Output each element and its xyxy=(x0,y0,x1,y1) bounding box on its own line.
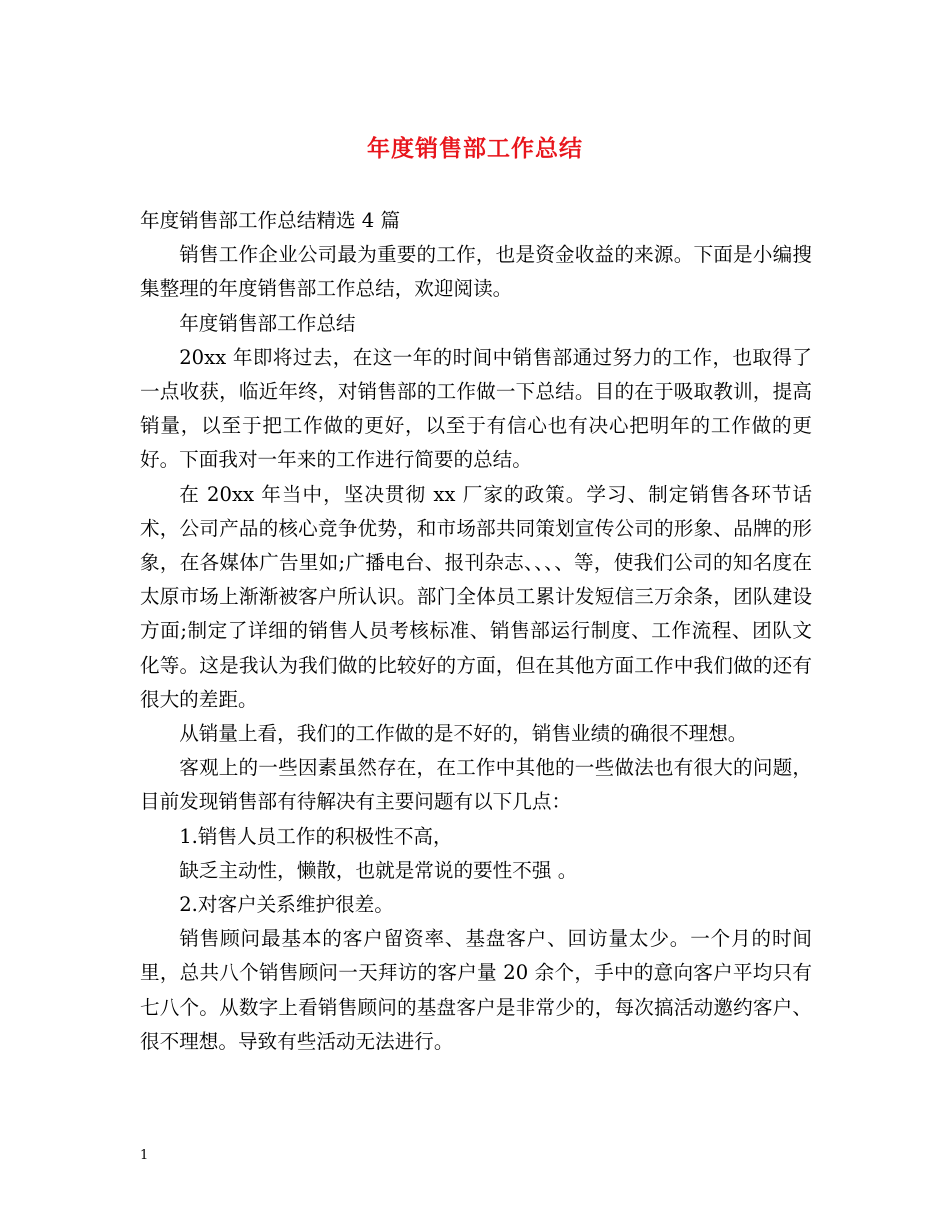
paragraph: 缺乏主动性，懒散，也就是常说的要性不强 。 xyxy=(179,858,578,882)
document-body xyxy=(140,204,812,1059)
paragraph: 从销量上看，我们的工作做的是不好的，销售业绩的确很不理想。 xyxy=(179,722,748,746)
page-number: 1 xyxy=(140,1148,149,1163)
section-heading: 年度销售部工作总结 xyxy=(179,311,356,335)
paragraph: 20xx 年即将过去，在这一年的时间中销售部通过努力的工作，也取得了一点收获，临近年终，对销售部的工作做一下总结。目的在于吸取教训，提高销量，以至于把工作做的更好，以至于有信心也有决心把明年的工作做的更好。下面我对一年来的工作进行简要的总结。 xyxy=(140,345,812,472)
list-item: 1.销售人员工作的积极性不高， xyxy=(179,824,453,848)
paragraph: 客观上的一些因素虽然存在，在工作中其他的一些做法也有很大的问题，目前发现销售部有待解决有主要问题有以下几点： xyxy=(140,756,812,814)
document-title: 年度销售部工作总结 xyxy=(367,135,583,162)
paragraph: 在 20xx 年当中，坚决贯彻 xx 厂家的政策。学习、制定销售各环节话术，公司产品的核心竞争优势，和市场部共同策划宣传公司的形象、品牌的形象，在各媒体广告里如;广播电台、报刊杂志、、、、等，使我们公司的知名度在太原市场上渐渐被客户所认识。部门全体员工累计发短信三万余条，团队建设方面;制定了详细的销售人员考核标准、销售部运行制度、工作流程、团队文化等。这是我认为我们做的比较好的方面，但在其他方面工作中我们做的还有很大的差距。 xyxy=(140,482,812,711)
list-item: 2.对客户关系维护很差。 xyxy=(179,893,394,917)
document-subtitle: 年度销售部工作总结精选 4 篇 xyxy=(140,209,401,232)
paragraph: 销售顾问最基本的客户留资率、基盘客户、回访量太少。一个月的时间里，总共八个销售顾问一天拜访的客户量 20 余个，手中的意向客户平均只有七八个。从数字上看销售顾问的基盘客户是非常少的，每次搞活动邀约客户、很不理想。导致有些活动无法进行。 xyxy=(140,927,812,1053)
paragraph: 销售工作企业公司最为重要的工作，也是资金收益的来源。下面是小编搜集整理的年度销售部工作总结，欢迎阅读。 xyxy=(140,243,812,301)
